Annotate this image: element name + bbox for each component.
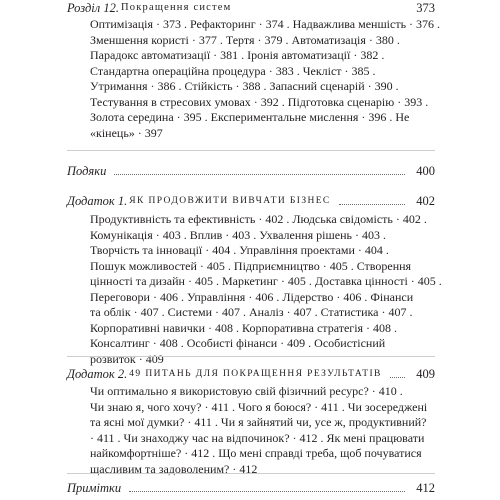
toc-entry-line: «кінець» · 397 — [90, 125, 163, 140]
toc-entry-line: Чи знаю я, чого хочу? · 411 . Чого я боюся? · 411 . Чи зосереджені — [90, 399, 428, 414]
divider — [67, 150, 435, 151]
toc-entry-line: розвиток · 409 — [90, 351, 164, 366]
toc-heading-title: ЯК ПРОДОВЖИТИ ВИВЧАТИ БІЗНЕС — [129, 196, 331, 206]
toc-entry-line: Парадокс автоматизації · 381 . Іронія автоматизації · 382 . — [90, 48, 385, 62]
toc-entry-line: Стандартна операційна процедура · 383 . Чекліст · 385 . — [90, 63, 376, 78]
toc-entry-line: Творчість та інновації · 404 . Управління проектами · 404 . — [90, 243, 389, 257]
toc-heading-label: Розділ 12. — [67, 1, 119, 15]
toc-entry-line: Продуктивність та ефективність · 402 . Людська свідомість · 402 . — [90, 212, 427, 226]
toc-entry-line: щасливим та задоволеним? · 412 — [90, 461, 258, 476]
toc-entry-line: Пошук можливостей · 405 . Підприємництво · 405 . Створення — [90, 258, 412, 273]
toc-heading-label: Додаток 2. — [67, 367, 128, 381]
toc-entry-line: Консалтинг · 408 . Особисті фінанси · 409 . Особистісний — [90, 336, 386, 350]
toc-entry-line: Чи оптимально я використовую свій фізичний ресурс? · 410 . — [90, 384, 403, 398]
toc-entries — [90, 17, 441, 141]
toc-heading-title: 49 ПИТАНЬ ДЛЯ ПОКРАЩЕННЯ РЕЗУЛЬТАТІВ — [129, 369, 382, 379]
toc-entry-line: Переговори · 406 . Управління · 406 . Лідерство · 406 . Фінанси — [90, 289, 414, 304]
toc-heading-label: Примітки — [67, 481, 122, 495]
toc-entry-line: найкомфортніше? · 412 . Що мені справді треба, щоб почуватися — [90, 446, 422, 460]
toc-heading — [67, 193, 435, 209]
toc-entry-line: Золота середина · 395 . Експериментальне мислення · 396 . Не — [90, 110, 410, 124]
dotted-leader — [129, 491, 405, 492]
toc-heading-page: 412 — [416, 481, 435, 495]
toc-heading — [67, 0, 435, 16]
toc-entry-line: та ясні мої думки? · 411 . Чи я зайнятий чи, усе ж, продуктивний? — [90, 415, 427, 429]
toc-heading-label: Додаток 1. — [67, 194, 128, 208]
toc-heading-page: 400 — [416, 164, 435, 178]
toc-heading-label: Подяки — [67, 164, 107, 178]
toc-entry-line: Комунікація · 403 . Вплив · 403 . Ухвалення рішень · 403 . — [90, 227, 386, 242]
toc-entries — [90, 384, 428, 477]
toc-entries — [90, 212, 442, 367]
toc-entry-line: · 411 . Чи знаходжу час на відпочинок? · 412 . Як мені працювати — [90, 430, 425, 445]
toc-entry-line: Утримання · 386 . Стійкість · 388 . Запасний сценарій · 390 . — [90, 79, 399, 93]
toc-entry-line: Оптимізація · 373 . Рефакторинг · 374 . Надважлива меншість · 376 . — [90, 17, 441, 31]
divider — [67, 356, 435, 357]
toc-entry-line: Тестування в стресових умовах · 392 . Підготовка сценарію · 393 . — [90, 94, 429, 109]
toc-heading-title: Покращення систем — [120, 2, 232, 13]
dotted-leader — [390, 377, 405, 378]
toc-entry-line: та облік · 407 . Системи · 407 . Аналіз · 407 . Статистика · 407 . — [90, 305, 413, 319]
toc-entry-line: Корпоративні навички · 408 . Корпоративна стратегія · 408 . — [90, 320, 398, 335]
dotted-leader — [114, 174, 405, 175]
toc-heading — [67, 163, 435, 179]
divider — [67, 473, 435, 474]
toc-heading — [67, 480, 435, 496]
toc-entry-line: Зменшення користі · 377 . Тертя · 379 . Автоматизація · 380 . — [90, 32, 400, 47]
toc-heading — [67, 366, 435, 382]
toc-heading-page: 402 — [416, 194, 435, 208]
toc-heading-page: 409 — [416, 367, 435, 381]
dotted-leader — [339, 204, 405, 205]
toc-heading-page: 373 — [416, 1, 435, 15]
toc-entry-line: цінності та дизайн · 405 . Маркетинг · 405 . Доставка цінності · 405 . — [90, 274, 442, 288]
